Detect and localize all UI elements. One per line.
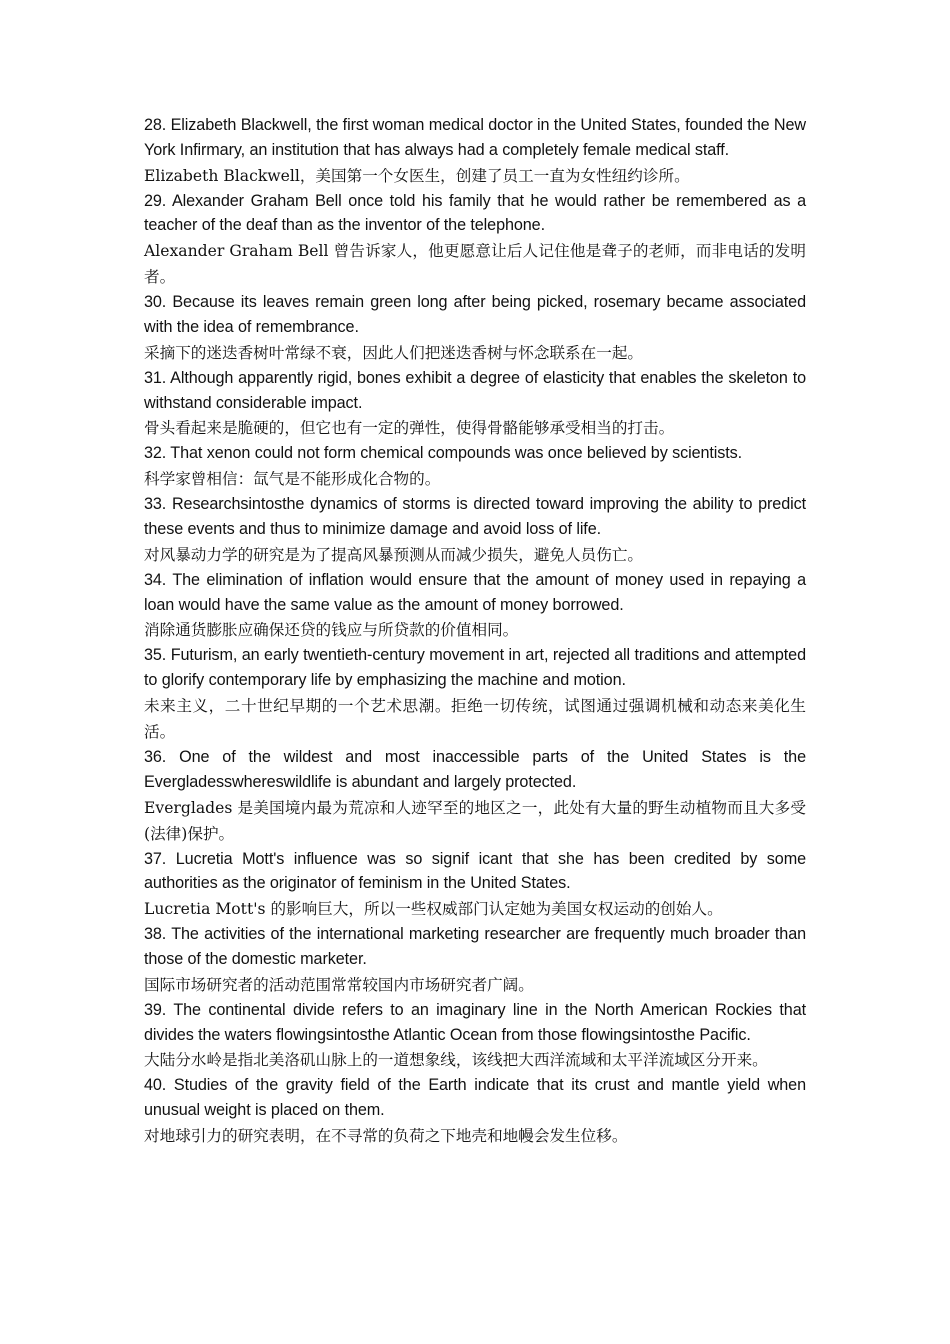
paragraph-36-zh: Everglades 是美国境内最为荒凉和人迹罕至的地区之一，此处有大量的野生动植物而且大多受(法律)保护。	[144, 798, 806, 843]
paragraph-28-zh: Elizabeth Blackwell，美国第一个女医生，创建了员工一直为女性纽约诊所。	[144, 166, 690, 185]
paragraph-31-en: 31. Although apparently rigid, bones exhibit a degree of elasticity that enables the skeleton to withstand considerable impact.	[144, 368, 806, 412]
paragraph-32-en: 32. That xenon could not form chemical compounds was once believed by scientists.	[144, 444, 743, 463]
paragraph-37-en: 37. Lucretia Mott's influence was so signif icant that she has been credited by some authorities as the originator of feminism in the United States.	[144, 849, 806, 893]
paragraph-38-zh: 国际市场研究者的活动范围常常较国内市场研究者广阔。	[144, 975, 534, 994]
paragraph-29-zh: Alexander Graham Bell 曾告诉家人，他更愿意让后人记住他是聋子的老师，而非电话的发明者。	[144, 242, 806, 287]
paragraph-39-zh: 大陆分水岭是指北美洛矶山脉上的一道想象线，该线把大西洋流域和太平洋流域区分开来。	[144, 1051, 768, 1070]
paragraph-40-zh: 对地球引力的研究表明，在不寻常的负荷之下地壳和地幔会发生位移。	[144, 1126, 628, 1145]
paragraph-31-zh: 骨头看起来是脆硬的，但它也有一定的弹性，使得骨骼能够承受相当的打击。	[144, 419, 675, 438]
paragraph-38-en: 38. The activities of the international marketing researcher are frequently much broader than those of the domestic marketer.	[144, 925, 806, 968]
paragraph-30-en: 30. Because its leaves remain green long after being picked, rosemary became associated with the idea of remembrance.	[144, 293, 806, 336]
paragraph-34-zh: 消除通货膨胀应确保还贷的钱应与所贷款的价值相同。	[144, 621, 519, 640]
paragraph-35-zh: 未来主义，二十世纪早期的一个艺术思潮。拒绝一切传统，试图通过强调机械和动态来美化生活。	[144, 696, 806, 741]
paragraph-29-en: 29. Alexander Graham Bell once told his family that he would rather be remembered as a teacher of the deaf than as the inventor of the telephone.	[144, 191, 806, 235]
paragraph-35-en: 35. Futurism, an early twentieth-century movement in art, rejected all traditions and attempted to glorify contemporary life by emphasizing the machine and motion.	[144, 646, 806, 690]
paragraph-30-zh: 采摘下的迷迭香树叶常绿不衰，因此人们把迷迭香树与怀念联系在一起。	[144, 343, 644, 362]
document-page	[144, 113, 806, 1149]
paragraph-37-zh: Lucretia Mott's 的影响巨大，所以一些权威部门认定她为美国女权运动的创始人。	[144, 900, 723, 919]
paragraph-39-en: 39. The continental divide refers to an imaginary line in the North American Rockies that divides the waters flowingsintosthe Atlantic Ocean from those flowingsintosthe Pacific.	[144, 1000, 806, 1044]
paragraph-33-zh: 对风暴动力学的研究是为了提高风暴预测从而减少损失，避免人员伤亡。	[144, 545, 644, 564]
paragraph-28-en: 28. Elizabeth Blackwell, the first woman medical doctor in the United States, founded the New York Infirmary, an institution that has always had a completely female medical staff.	[144, 116, 806, 159]
paragraph-34-en: 34. The elimination of inflation would ensure that the amount of money used in repaying a loan would have the same value as the amount of money borrowed.	[144, 570, 806, 614]
paragraph-36-en: 36. One of the wildest and most inaccessible parts of the United States is the Evergladesswhereswildlife is abundant and largely protected.	[144, 747, 806, 791]
paragraph-32-zh: 科学家曾相信：氙气是不能形成化合物的。	[144, 470, 441, 489]
paragraph-33-en: 33. Researchsintosthe dynamics of storms is directed toward improving the ability to predict these events and thus to minimize damage and avoid loss of life.	[144, 495, 806, 538]
paragraph-40-en: 40. Studies of the gravity field of the Earth indicate that its crust and mantle yield when unusual weight is placed on them.	[144, 1076, 806, 1120]
